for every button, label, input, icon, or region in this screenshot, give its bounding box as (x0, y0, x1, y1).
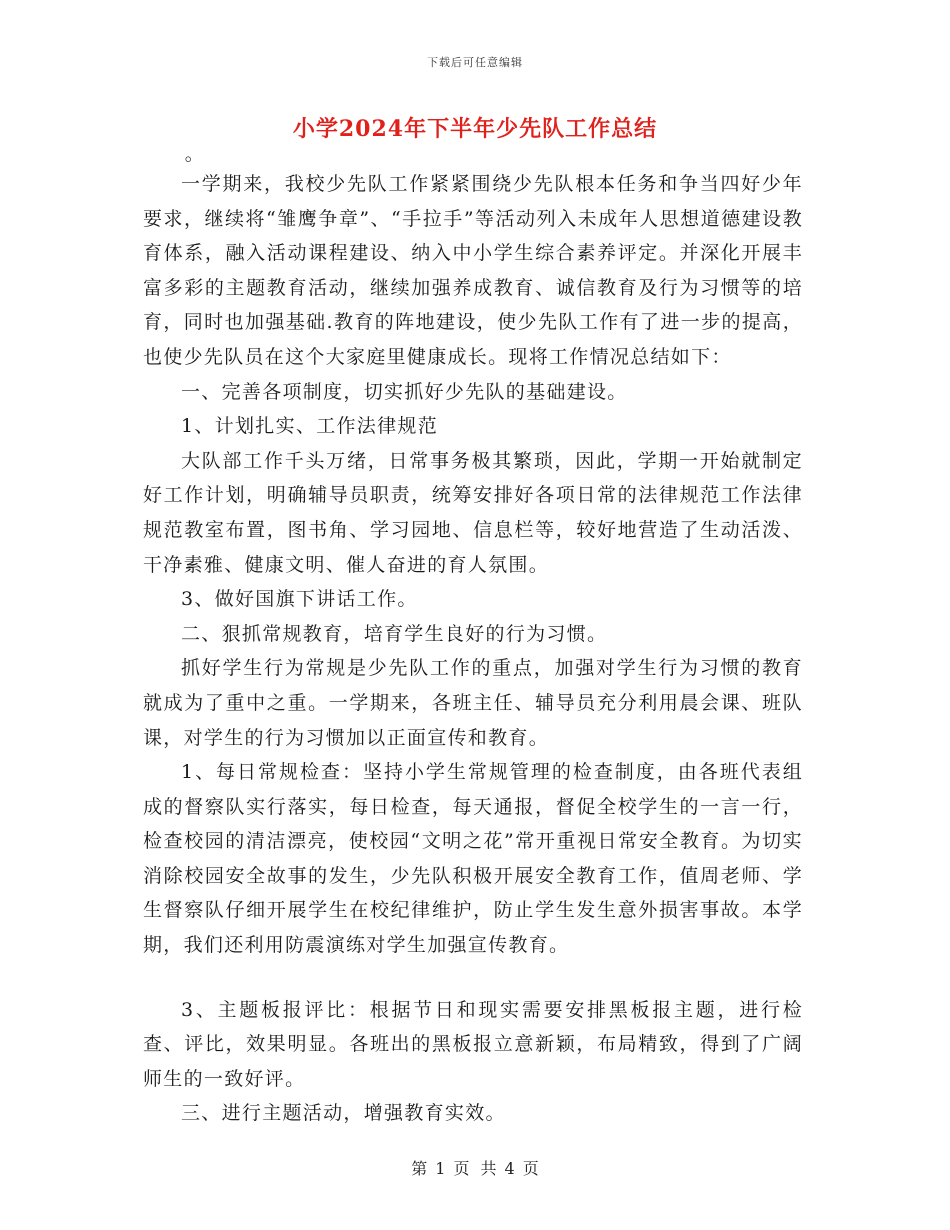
paragraph-daily-check: 1、每日常规检查：坚持小学生常规管理的检查制度，由各班代表组成的督察队实行落实，每日检查，每天通报，督促全校学生的一言一行，检查校园的清洁漂亮，使校园“文明之花”常开重视日常安全教育。为切实消除校园安全故事的发生，少先队积极开展安全教育工作，值周老师、学生督察队仔细开展学生在校纪律维护，防止学生发生意外损害事故。本学期，我们还利用防震演练对学生加强宣传教育。 (143, 761, 803, 957)
document-body (143, 143, 803, 1131)
page-footer (0, 1156, 950, 1179)
footer-suffix: 页 (522, 1159, 539, 1178)
subheading-flag-speech: 3、做好国旗下讲话工作。 (181, 588, 418, 611)
subheading-plan: 1、计划扎实、工作法律规范 (181, 415, 438, 438)
paragraph-plan: 大队部工作千头万绪，日常事务极其繁琐，因此，学期一开始就制定好工作计划，明确辅导员职责，统筹安排好各项日常的法律规范工作法律规范教室布置，图书角、学习园地、信息栏等，较好地营造了生动活泼、干净素雅、健康文明、催人奋进的育人氛围。 (143, 449, 803, 576)
paragraph-intro: 一学期来，我校少先队工作紧紧围绕少先队根本任务和争当四好少年要求，继续将“雏鹰争章”、“手拉手”等活动列入未成年人思想道德建设教育体系，融入活动课程建设、纳入中小学生综合素养评定。并深化开展丰富多彩的主题教育活动，继续加强养成教育、诚信教育及行为习惯等的培育，同时也加强基础.教育的阵地建设，使少先队工作有了进一步的提高，也使少先队员在这个大家庭里健康成长。现将工作情况总结如下： (143, 173, 803, 368)
section-heading-3: 三、进行主题活动，增强教育实效。 (181, 1102, 506, 1125)
footer-current-page: 1 (435, 1159, 446, 1178)
document-title: 小学2024年下半年少先队工作总结 (292, 116, 658, 142)
paragraph-dot: 。 (184, 143, 206, 165)
section-heading-1: 一、完善各项制度，切实抓好少先队的基础建设。 (181, 380, 628, 403)
footer-middle: 页 共 (453, 1159, 497, 1178)
footer-prefix: 第 (411, 1159, 428, 1178)
header-note: 下载后可任意编辑 (427, 56, 523, 69)
paragraph-blackboard: 3、主题板报评比：根据节日和现实需要安排黑板报主题，进行检查、评比，效果明显。各班出的黑板报立意新颖，布局精致，得到了广阔师生的一致好评。 (143, 998, 803, 1090)
paragraph-routine: 抓好学生行为常规是少先队工作的重点，加强对学生行为习惯的教育就成为了重中之重。一学期来，各班主任、辅导员充分利用晨会课、班队课，对学生的行为习惯加以正面宣传和教育。 (143, 657, 803, 749)
section-heading-2: 二、狠抓常规教育，培育学生良好的行为习惯。 (181, 622, 608, 645)
footer-total-pages: 4 (504, 1159, 515, 1178)
